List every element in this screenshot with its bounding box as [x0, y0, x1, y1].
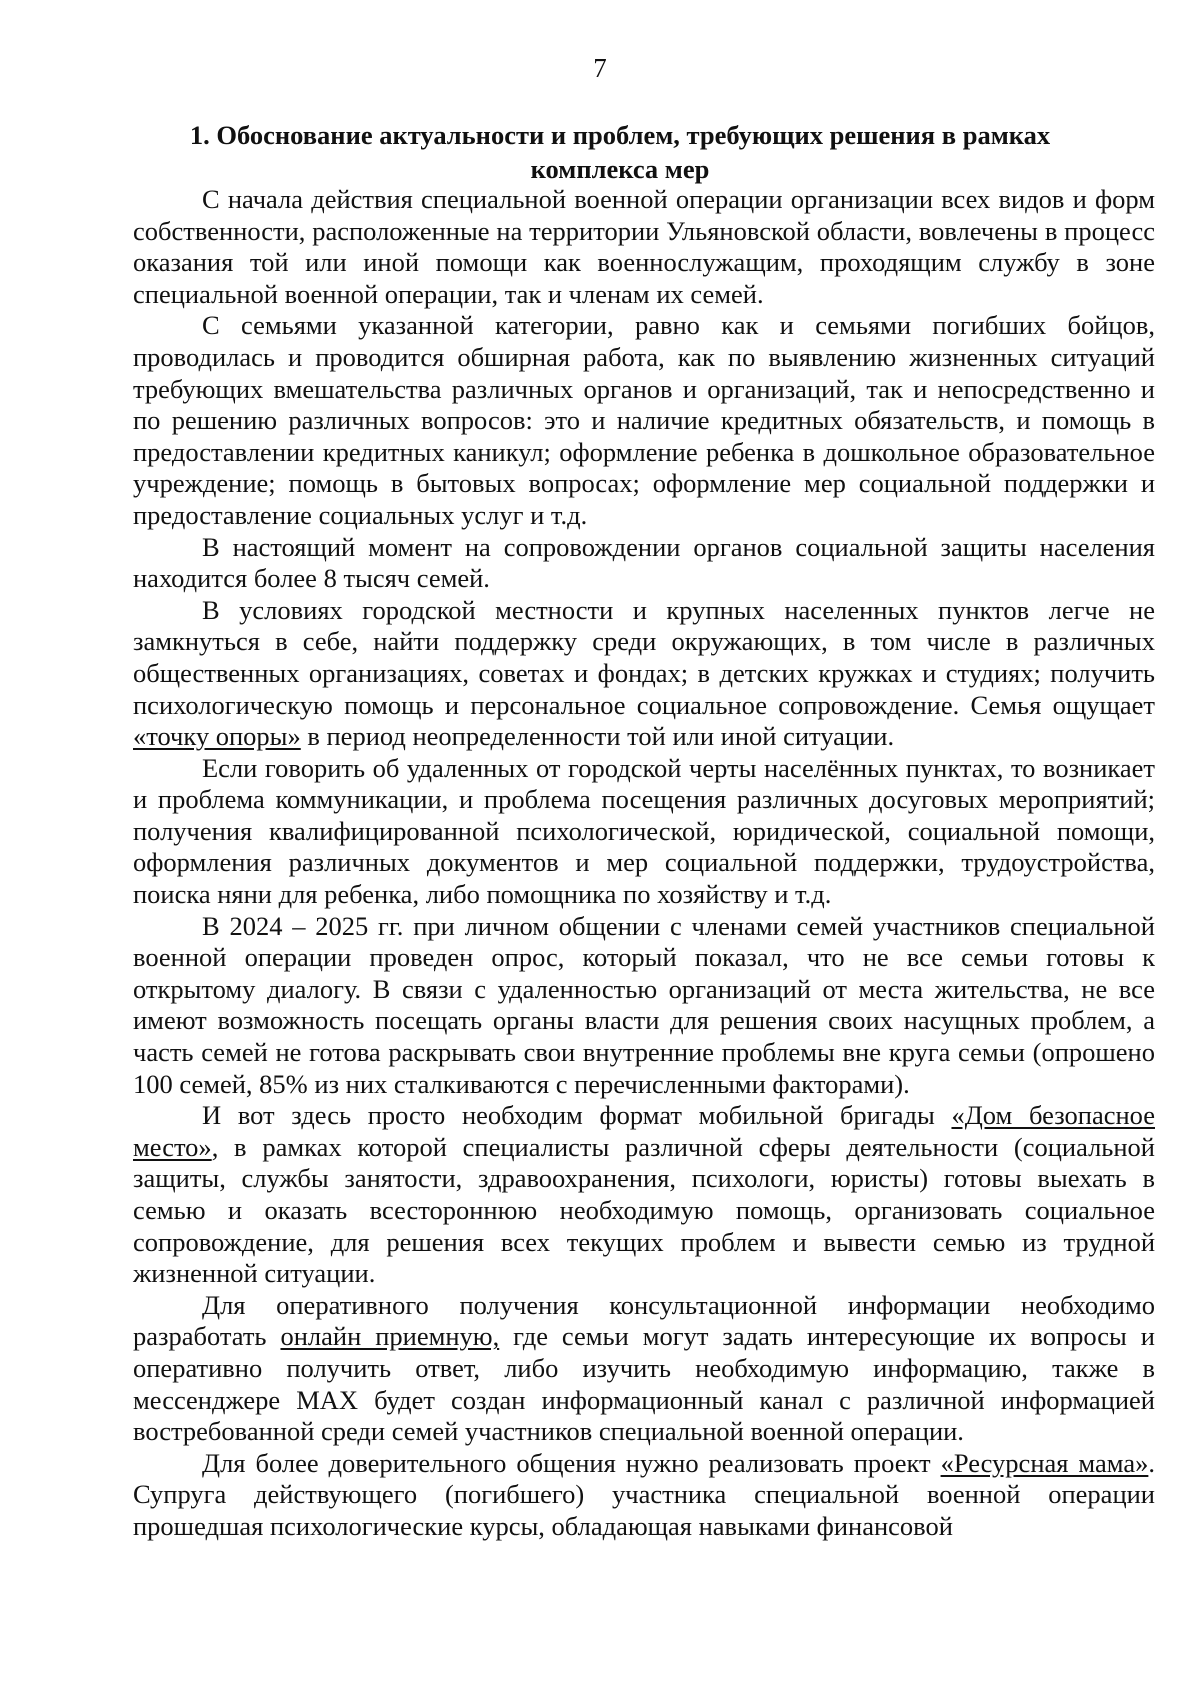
paragraph-9-text-end: . Супруга действующего (погибшего) участника специальной военной операции прошедшая психологические курсы, обладающая навыками финансовой — [133, 1447, 1155, 1541]
paragraph-1: С начала действия специальной военной операции организации всех видов и форм собственности, расположенные на территории Ульяновской области, вовлечены в процесс оказания той или иной помощи как военнослужащим, проходящим службу в зоне специальной военной операции, так и членам их семей. — [133, 184, 1155, 309]
online-priemnaya-underlined: онлайн приемную, — [280, 1321, 500, 1352]
paragraph-4 — [133, 595, 1155, 753]
paragraph-6: В 2024 – 2025 гг. при личном общении с членами семей участников специальной военной операции проведен опрос, который показал, что не все семьи готовы к открытому диалогу. В связи с удаленностью организаций от места жительства, не все имеют возможность посещать органы власти для решения своих насущных проблем, а часть семей не готова раскрывать свои внутренние проблемы вне круга семьи (опрошено 100 семей, 85% из них сталкиваются с перечисленными факторами). — [133, 910, 1155, 1099]
paragraph-8 — [133, 1290, 1155, 1448]
body-text — [133, 184, 1155, 1543]
page-number: 7 — [593, 53, 607, 83]
tochka-opory-underlined: «точку опоры» — [133, 721, 301, 752]
paragraph-3: В настоящий момент на сопровождении органов социальной защиты населения находится более 8 тысяч семей. — [133, 531, 1155, 594]
paragraph-7-text-start: И вот здесь просто необходим формат мобильной бригады — [202, 1100, 952, 1131]
paragraph-7-text-end: , в рамках которой специалисты различной сферы деятельности (социальной защиты, службы занятости, здравоохранения, психологи, юристы) готовы выехать в семью и оказать всестороннюю необходимую помощь, организовать социальное сопровождение, для решения всех текущих проблем и вывести семью из трудной жизненной ситуации. — [133, 1131, 1155, 1289]
paragraph-5: Если говорить об удаленных от городской черты населённых пунктах, то возникает и проблема коммуникации, и проблема посещения различных досуговых мероприятий; получения квалифицированной психологической, юридической, социальной помощи, оформления различных документов и мер социальной поддержки, трудоустройства, поиска няни для ребенка, либо помощника по хозяйству и т.д. — [133, 752, 1155, 910]
resursnaya-mama-underlined: «Ресурсная мама» — [940, 1447, 1149, 1478]
paragraph-4-text-end: в период неопределенности той или иной ситуации. — [300, 721, 895, 752]
paragraph-8-text-end: где семьи могут задать интересующие их вопросы и оперативно получить ответ, либо изучить необходимую информацию, также в мессенджере MAX будет создан информационный канал с различной информацией востребованной среди семей участников специальной военной операции. — [133, 1321, 1155, 1447]
paragraph-7 — [133, 1100, 1155, 1290]
section-heading: 1. Обоснование актуальности и проблем, требующих решения в рамках комплекса мер — [189, 120, 1051, 184]
paragraph-4-text-start: В условиях городской местности и крупных населенных пунктов легче не замкнуться в себе, найти поддержку среди окружающих, в том числе в различных общественных организациях, советах и фондах; в детских кружках и студиях; получить психологическую помощь и персональное социальное сопровождение. Семья ощущает — [133, 594, 1155, 720]
paragraph-2: С семьями указанной категории, равно как и семьями погибших бойцов, проводилась и проводится обширная работа, как по выявлению жизненных ситуаций требующих вмешательства различных органов и организаций, так и непосредственно и по решению различных вопросов: это и наличие кредитных обязательств, и помощь в предоставлении кредитных каникул; оформление ребенка в дошкольное образовательное учреждение; помощь в бытовых вопросах; оформление мер социальной поддержки и предоставление социальных услуг и т.д. — [133, 310, 1155, 530]
paragraph-8-text-start: Для оперативного получения консультационной информации необходимо разработать — [133, 1289, 1155, 1352]
paragraph-9-text-start: Для более доверительного общения нужно реализовать проект — [202, 1447, 941, 1478]
paragraph-9 — [133, 1448, 1155, 1543]
dom-bezopasnoe-mesto-underlined: «Дом безопасное место» — [133, 1100, 1155, 1162]
